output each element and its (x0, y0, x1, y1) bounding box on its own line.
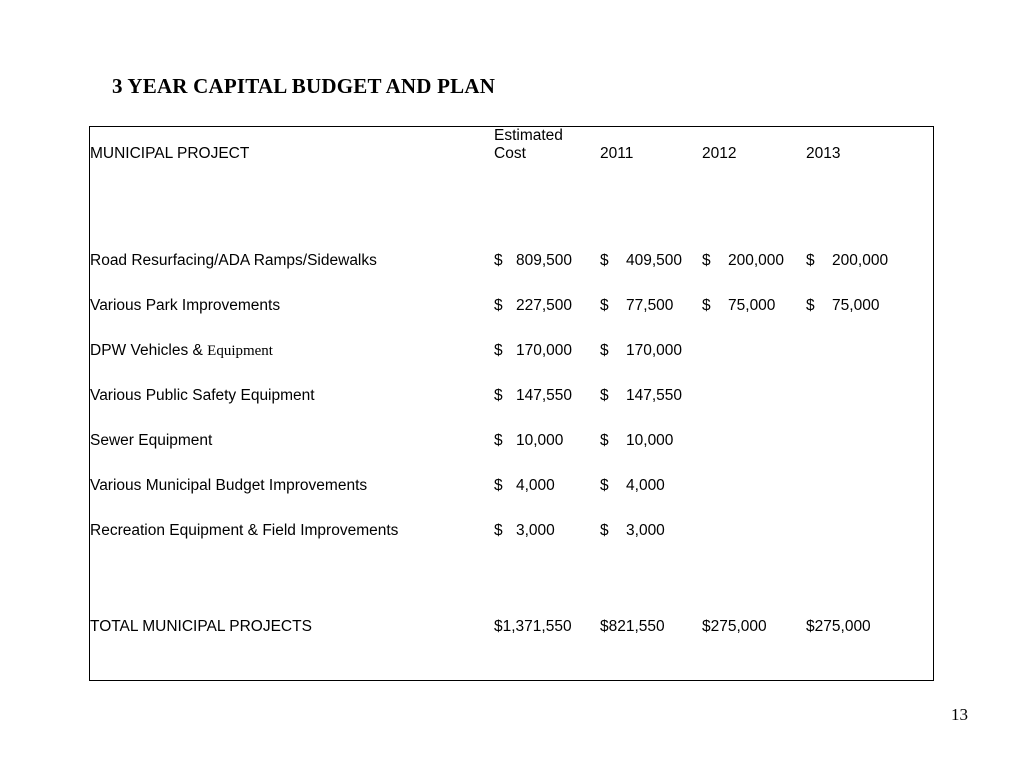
cell-2013 (832, 405, 935, 450)
row-label-sub: Equipment (207, 343, 273, 359)
row-label: Road Resurfacing/ADA Ramps/Sidewalks (90, 252, 377, 269)
cell-2011: 147,550 (626, 387, 683, 404)
cell-estimated-cost: 147,550 (516, 387, 573, 404)
currency-symbol: $ (600, 432, 609, 449)
cell-estimated-cost: 227,500 (516, 297, 573, 314)
cell-2013: 200,000 (832, 252, 889, 269)
currency-symbol: $ (600, 297, 609, 314)
cell-2011: 77,500 (626, 297, 674, 314)
row-label: Sewer Equipment (90, 432, 213, 449)
column-header-estimated-cost-line1: Estimated (494, 127, 563, 144)
table-row (90, 360, 935, 405)
total-spacer-cell (90, 540, 935, 596)
total-2012: $275,000 (702, 618, 767, 635)
cell-2013-dollar (806, 450, 832, 495)
column-header-2012: 2012 (702, 145, 737, 162)
currency-symbol: $ (494, 342, 503, 359)
row-label: Various Public Safety Equipment (90, 387, 315, 404)
row-label: Various Park Improvements (90, 297, 281, 314)
total-2011: $821,550 (600, 618, 665, 635)
budget-table (90, 127, 935, 636)
currency-symbol: $ (494, 432, 503, 449)
cell-2012 (728, 495, 806, 540)
column-header-project: MUNICIPAL PROJECT (90, 145, 250, 162)
column-header-2011: 2011 (600, 145, 634, 162)
currency-symbol: $ (600, 522, 609, 539)
currency-symbol: $ (494, 477, 503, 494)
cell-2013-dollar (806, 360, 832, 405)
cell-2011: 3,000 (626, 522, 665, 539)
cell-estimated-cost: 10,000 (516, 432, 564, 449)
cell-2013-dollar (806, 405, 832, 450)
currency-symbol: $ (702, 252, 711, 269)
cell-2012: 75,000 (728, 297, 776, 314)
cell-2013-dollar (806, 495, 832, 540)
cell-2011: 10,000 (626, 432, 674, 449)
total-2013: $275,000 (806, 618, 871, 635)
page-title: 3 YEAR CAPITAL BUDGET AND PLAN (112, 74, 496, 98)
cell-2012 (728, 360, 806, 405)
column-header-estimated-cost-line2: Cost (494, 145, 526, 162)
cell-2012-dollar (702, 315, 728, 360)
cell-2011: 170,000 (626, 342, 683, 359)
cell-2013-dollar (806, 315, 832, 360)
page-number: 13 (951, 705, 968, 724)
table-row (90, 315, 935, 360)
header-spacer-cell (90, 163, 935, 225)
cell-2013 (832, 495, 935, 540)
row-label-main: DPW Vehicles & (90, 342, 208, 359)
row-label (90, 315, 494, 360)
row-label: Various Municipal Budget Improvements (90, 477, 368, 494)
table-total-row (90, 596, 935, 636)
row-label: Recreation Equipment & Field Improvements (90, 522, 399, 539)
cell-2012-dollar (702, 405, 728, 450)
cell-2012 (728, 315, 806, 360)
currency-symbol: $ (806, 297, 815, 314)
cell-2012-dollar (702, 360, 728, 405)
total-estimated-cost: $1,371,550 (494, 618, 572, 635)
cell-2012 (728, 450, 806, 495)
currency-symbol: $ (600, 387, 609, 404)
cell-estimated-cost: 3,000 (516, 522, 555, 539)
header-spacer-row (90, 163, 935, 225)
column-header-2013: 2013 (806, 145, 841, 162)
table-row (90, 450, 935, 495)
currency-symbol: $ (494, 522, 503, 539)
currency-symbol: $ (600, 477, 609, 494)
table-row (90, 270, 935, 315)
cell-2013 (832, 360, 935, 405)
cell-estimated-cost: 170,000 (516, 342, 573, 359)
currency-symbol: $ (806, 252, 815, 269)
cell-2012-dollar (702, 450, 728, 495)
cell-2012-dollar (702, 495, 728, 540)
cell-estimated-cost: 4,000 (516, 477, 555, 494)
table-row (90, 495, 935, 540)
cell-2013 (832, 450, 935, 495)
currency-symbol: $ (494, 252, 503, 269)
table-header-row (90, 127, 935, 163)
total-label: TOTAL MUNICIPAL PROJECTS (90, 618, 312, 635)
total-spacer-row (90, 540, 935, 596)
column-header-estimated-cost (494, 127, 600, 163)
cell-2013 (832, 315, 935, 360)
table-row (90, 225, 935, 270)
currency-symbol: $ (494, 297, 503, 314)
currency-symbol: $ (494, 387, 503, 404)
currency-symbol: $ (702, 297, 711, 314)
cell-estimated-cost: 809,500 (516, 252, 573, 269)
cell-2012 (728, 405, 806, 450)
cell-2012: 200,000 (728, 252, 785, 269)
cell-2013: 75,000 (832, 297, 880, 314)
cell-2011: 409,500 (626, 252, 683, 269)
cell-2011: 4,000 (626, 477, 665, 494)
currency-symbol: $ (600, 252, 609, 269)
currency-symbol: $ (600, 342, 609, 359)
table-row (90, 405, 935, 450)
budget-table-container (89, 126, 934, 681)
